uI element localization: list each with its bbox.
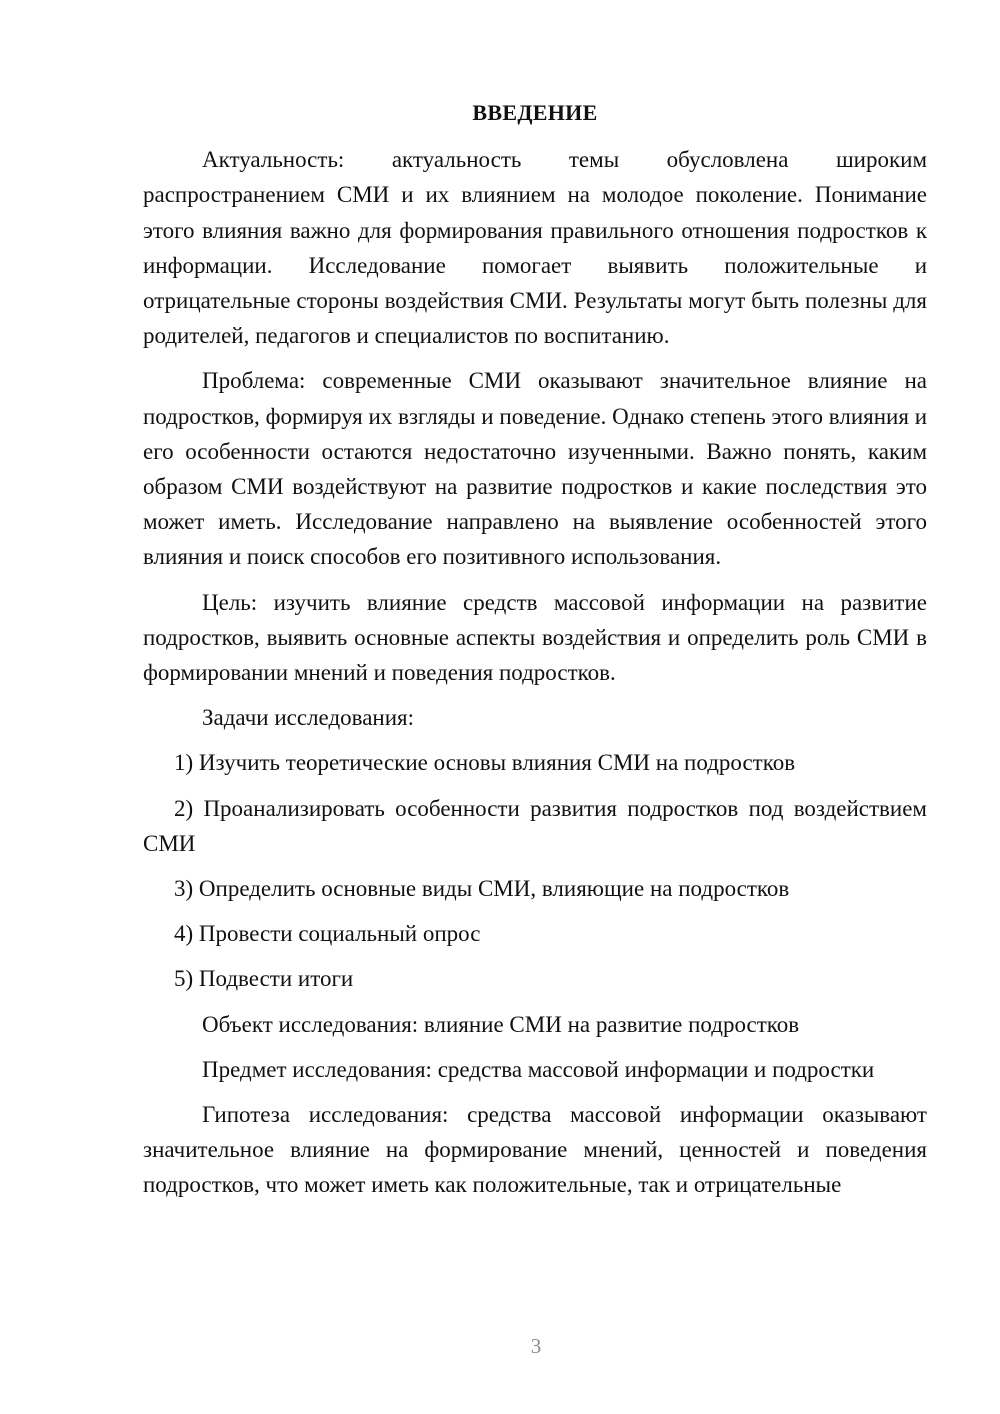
tasks-title: Задачи исследования:: [202, 705, 415, 731]
paragraph-relevance: Актуальность: актуальность темы обусловлена широким распространением СМИ и их влиянием на молодое поколение. Понимание этого влияния важно для формирования правильного отношения подростков к информации. Исследование помогает выявить положительные и отрицательные стороны воздействия СМИ. Результаты могут быть полезны для родителей, педагогов и специалистов по воспитанию.: [143, 147, 927, 349]
task-item: 5) Подвести итоги: [174, 966, 354, 992]
task-item: 3) Определить основные виды СМИ, влияющие на подростков: [174, 876, 790, 902]
paragraph-object: Объект исследования: влияние СМИ на развитие подростков: [202, 1011, 800, 1037]
tasks-list: [143, 745, 927, 996]
paragraph-subject: Предмет исследования: средства массовой информации и подростки: [202, 1056, 875, 1082]
task-item: 4) Провести социальный опрос: [174, 921, 481, 947]
page-number: 3: [530, 1334, 542, 1358]
task-item: 2) Проанализировать особенности развития подростков под воздействием СМИ: [143, 795, 927, 856]
document-page: [143, 95, 927, 1213]
paragraph-hypothesis: Гипотеза исследования: средства массовой информации оказывают значительное влияние на формирование мнений, ценностей и поведения подростков, что может иметь как положительные, так и отрицательные: [143, 1102, 927, 1198]
paragraph-problem: Проблема: современные СМИ оказывают значительное влияние на подростков, формируя их взгляды и поведение. Однако степень этого влияния и его особенности остаются недостаточно изученными. Важно понять, каким образом СМИ воздействуют на развитие подростков и какие последствия это может иметь. Исследование направлено на выявление особенностей этого влияния и поиск способов его позитивного использования.: [143, 368, 927, 570]
task-item: 1) Изучить теоретические основы влияния СМИ на подростков: [174, 750, 796, 776]
section-heading: ВВЕДЕНИЕ: [472, 100, 598, 125]
paragraph-goal: Цель: изучить влияние средств массовой информации на развитие подростков, выявить основные аспекты воздействия и определить роль СМИ в формировании мнений и поведения подростков.: [143, 589, 927, 686]
